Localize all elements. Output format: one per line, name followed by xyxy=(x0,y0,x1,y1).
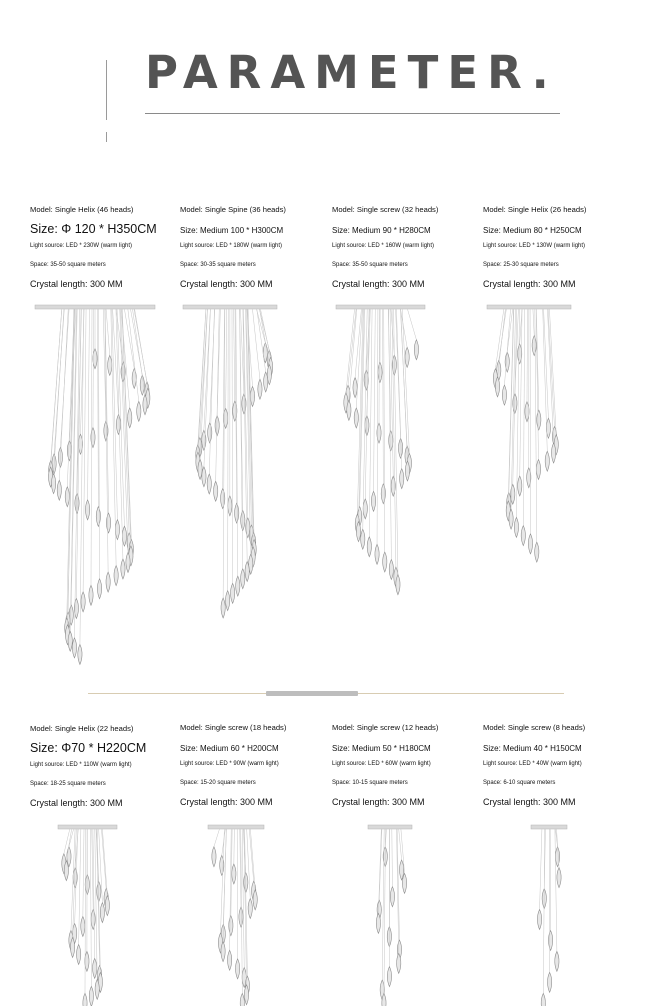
crystal-length-label: Crystal length: 300 MM xyxy=(180,279,273,289)
crystal-drop xyxy=(97,579,101,599)
product-spec-5 xyxy=(180,723,328,808)
crystal-drop xyxy=(356,522,360,542)
crystal-length-label: Crystal length: 300 MM xyxy=(483,279,576,289)
crystal-drop xyxy=(85,500,89,520)
chandelier-image xyxy=(180,305,280,620)
page-title: PARAMETER. xyxy=(145,46,558,99)
size-label: Size: Medium 60 * H200CM xyxy=(180,744,279,753)
crystal-drop xyxy=(207,474,211,494)
product-spec-3 xyxy=(483,205,631,290)
crystal-drop xyxy=(68,631,72,651)
crystal-length-label: Crystal length: 300 MM xyxy=(180,797,273,807)
size-label: Size: Φ70 * H220CM xyxy=(30,741,147,755)
crystal-drop xyxy=(221,489,225,509)
crystal-drop xyxy=(518,476,522,496)
crystal-drop xyxy=(128,408,132,428)
crystal-drop xyxy=(106,513,110,533)
crystal-drop xyxy=(85,875,89,895)
decor-vertical-line xyxy=(106,60,107,120)
crystal-drop xyxy=(537,910,541,930)
crystal-drop xyxy=(108,355,112,375)
crystal-drop xyxy=(126,552,130,572)
crystal-drop xyxy=(114,566,118,586)
chandelier-image xyxy=(55,825,120,1006)
space-label: Space: 35-50 square meters xyxy=(332,262,408,268)
crystal-drop xyxy=(541,993,545,1006)
crystal-drop xyxy=(528,534,532,554)
crystal-drop xyxy=(509,509,513,529)
crystal-drop xyxy=(143,395,147,415)
crystal-drop xyxy=(93,958,97,978)
crystal-drop xyxy=(245,562,249,582)
crystal-drop xyxy=(367,537,371,557)
light-source-label: Light source: LED * 160W (warm light) xyxy=(332,243,435,249)
crystal-drop xyxy=(236,576,240,596)
crystal-drop xyxy=(241,569,245,589)
crystal-drop xyxy=(532,336,536,356)
crystal-drop xyxy=(525,402,529,422)
model-label: Model: Single screw (8 heads) xyxy=(483,723,586,732)
crystal-drop xyxy=(244,985,248,1005)
section-divider-accent xyxy=(266,691,358,696)
space-label: Space: 35-50 square meters xyxy=(30,262,106,268)
crystal-drop xyxy=(347,400,351,420)
crystal-drop xyxy=(89,986,93,1006)
crystal-length-label: Crystal length: 300 MM xyxy=(483,797,576,807)
crystal-drop xyxy=(555,951,559,971)
crystal-drop xyxy=(121,559,125,579)
light-source-label: Light source: LED * 130W (warm light) xyxy=(483,243,586,249)
crystal-drop xyxy=(551,443,555,463)
crystal-drop xyxy=(535,542,539,562)
crystal-drop xyxy=(137,401,141,421)
product-spec-2 xyxy=(332,205,480,290)
crystal-drop xyxy=(521,526,525,546)
crystal-drop xyxy=(239,907,243,927)
chandelier-image xyxy=(528,825,570,1006)
crystal-drop xyxy=(132,369,136,389)
crystal-drop xyxy=(208,423,212,443)
crystal-drop xyxy=(81,592,85,612)
crystal-drop xyxy=(228,950,232,970)
space-label: Space: 25-30 square meters xyxy=(483,262,559,268)
light-source-label: Light source: LED * 180W (warm light) xyxy=(180,243,283,249)
product-spec-6 xyxy=(332,723,480,808)
crystal-drop xyxy=(214,481,218,501)
light-source-label: Light source: LED * 90W (warm light) xyxy=(180,761,279,767)
chandelier-image xyxy=(333,305,428,595)
crystal-drop xyxy=(548,930,552,950)
crystal-drop xyxy=(221,942,225,962)
model-label: Model: Single screw (12 heads) xyxy=(332,723,439,732)
crystal-drop xyxy=(91,910,95,930)
crystal-drop xyxy=(354,408,358,428)
chandelier-image xyxy=(205,825,267,1006)
crystal-drop xyxy=(353,378,357,398)
model-label: Model: Single Spine (36 heads) xyxy=(180,205,286,214)
size-label: Size: Medium 100 * H300CM xyxy=(180,226,284,235)
crystal-drop xyxy=(235,503,239,523)
crystal-drop xyxy=(405,347,409,367)
product-spec-4 xyxy=(30,724,178,809)
light-source-label: Light source: LED * 60W (warm light) xyxy=(332,761,431,767)
crystal-drop xyxy=(83,993,87,1006)
crystal-drop xyxy=(226,591,230,611)
crystal-drop xyxy=(106,572,110,592)
crystal-drop xyxy=(81,917,85,937)
space-label: Space: 15-20 square meters xyxy=(180,780,256,786)
model-label: Model: Single Helix (22 heads) xyxy=(30,724,134,733)
crystal-drop xyxy=(231,583,235,603)
crystal-length-label: Crystal length: 300 MM xyxy=(30,279,123,289)
crystal-drop xyxy=(105,896,109,916)
crystal-drop xyxy=(495,377,499,397)
chandelier-image xyxy=(484,305,574,560)
crystal-drop xyxy=(502,385,506,405)
chandelier-image xyxy=(30,305,160,670)
chandelier-image xyxy=(365,825,415,1006)
crystal-drop xyxy=(397,953,401,973)
product-spec-1 xyxy=(180,205,328,290)
crystal-drop xyxy=(405,461,409,481)
model-label: Model: Single Helix (46 heads) xyxy=(30,205,134,214)
size-label: Size: Medium 80 * H250CM xyxy=(483,226,582,235)
crystal-drop xyxy=(202,467,206,487)
crystal-drop xyxy=(557,868,561,888)
crystal-drop xyxy=(78,644,82,664)
crystal-drop xyxy=(264,372,268,392)
crystal-drop xyxy=(253,890,257,910)
crystal-drop xyxy=(51,474,55,494)
decor-vertical-tick xyxy=(106,132,107,142)
space-label: Space: 10-15 square meters xyxy=(332,780,408,786)
crystal-drop xyxy=(116,415,120,435)
crystal-drop xyxy=(233,401,237,421)
crystal-drop xyxy=(400,469,404,489)
crystal-drop xyxy=(89,585,93,605)
crystal-drop xyxy=(378,363,382,383)
crystal-drop xyxy=(258,379,262,399)
crystal-drop xyxy=(363,499,367,519)
crystal-drop xyxy=(545,451,549,471)
crystal-drop xyxy=(240,993,244,1006)
crystal-length-label: Crystal length: 300 MM xyxy=(332,797,425,807)
crystal-drop xyxy=(75,493,79,513)
crystal-drop xyxy=(537,410,541,430)
space-label: Space: 6-10 square meters xyxy=(483,780,556,786)
crystal-drop xyxy=(375,544,379,564)
light-source-label: Light source: LED * 230W (warm light) xyxy=(30,243,133,249)
space-label: Space: 18-25 square meters xyxy=(30,781,106,787)
crystal-drop xyxy=(383,552,387,572)
crystal-drop xyxy=(414,340,418,360)
crystal-drop xyxy=(235,959,239,979)
crystal-drop xyxy=(555,847,559,867)
crystal-drop xyxy=(70,937,74,957)
crystal-drop xyxy=(85,951,89,971)
crystal-drop xyxy=(65,487,69,507)
crystal-drop xyxy=(371,491,375,511)
product-spec-0 xyxy=(30,205,178,290)
product-spec-7 xyxy=(483,723,631,808)
model-label: Model: Single Helix (26 heads) xyxy=(483,205,587,214)
crystal-drop xyxy=(57,480,61,500)
crystal-drop xyxy=(77,944,81,964)
crystal-drop xyxy=(221,598,225,618)
light-source-label: Light source: LED * 110W (warm light) xyxy=(30,762,132,768)
crystal-drop xyxy=(250,387,254,407)
crystal-drop xyxy=(548,972,552,992)
crystal-drop xyxy=(95,979,99,999)
crystal-drop xyxy=(115,520,119,540)
model-label: Model: Single screw (32 heads) xyxy=(332,205,439,214)
crystal-drop xyxy=(64,861,68,881)
crystal-length-label: Crystal length: 300 MM xyxy=(30,798,123,808)
crystal-drop xyxy=(122,526,126,546)
size-label: Size: Medium 90 * H280CM xyxy=(332,226,431,235)
crystal-drop xyxy=(381,484,385,504)
crystal-drop xyxy=(361,529,365,549)
crystal-drop xyxy=(396,575,400,595)
crystal-drop xyxy=(96,506,100,526)
crystal-drop xyxy=(376,913,380,933)
crystal-drop xyxy=(228,496,232,516)
light-source-label: Light source: LED * 40W (warm light) xyxy=(483,761,582,767)
title-underline xyxy=(145,113,560,114)
size-label: Size: Medium 50 * H180CM xyxy=(332,744,431,753)
space-label: Space: 30-35 square meters xyxy=(180,262,256,268)
crystal-drop xyxy=(390,887,394,907)
crystal-drop xyxy=(402,873,406,893)
crystal-length-label: Crystal length: 300 MM xyxy=(332,279,425,289)
crystal-drop xyxy=(232,864,236,884)
crystal-drop xyxy=(248,898,252,918)
crystal-drop xyxy=(229,916,233,936)
model-label: Model: Single screw (18 heads) xyxy=(180,723,287,732)
crystal-drop xyxy=(241,510,245,530)
crystal-drop xyxy=(536,460,540,480)
size-label: Size: Φ 120 * H350CM xyxy=(30,222,157,236)
size-label: Size: Medium 40 * H150CM xyxy=(483,744,582,753)
crystal-drop xyxy=(212,847,216,867)
crystal-drop xyxy=(514,517,518,537)
crystal-drop xyxy=(387,967,391,987)
crystal-drop xyxy=(72,638,76,658)
crystal-drop xyxy=(100,903,104,923)
crystal-drop xyxy=(389,560,393,580)
